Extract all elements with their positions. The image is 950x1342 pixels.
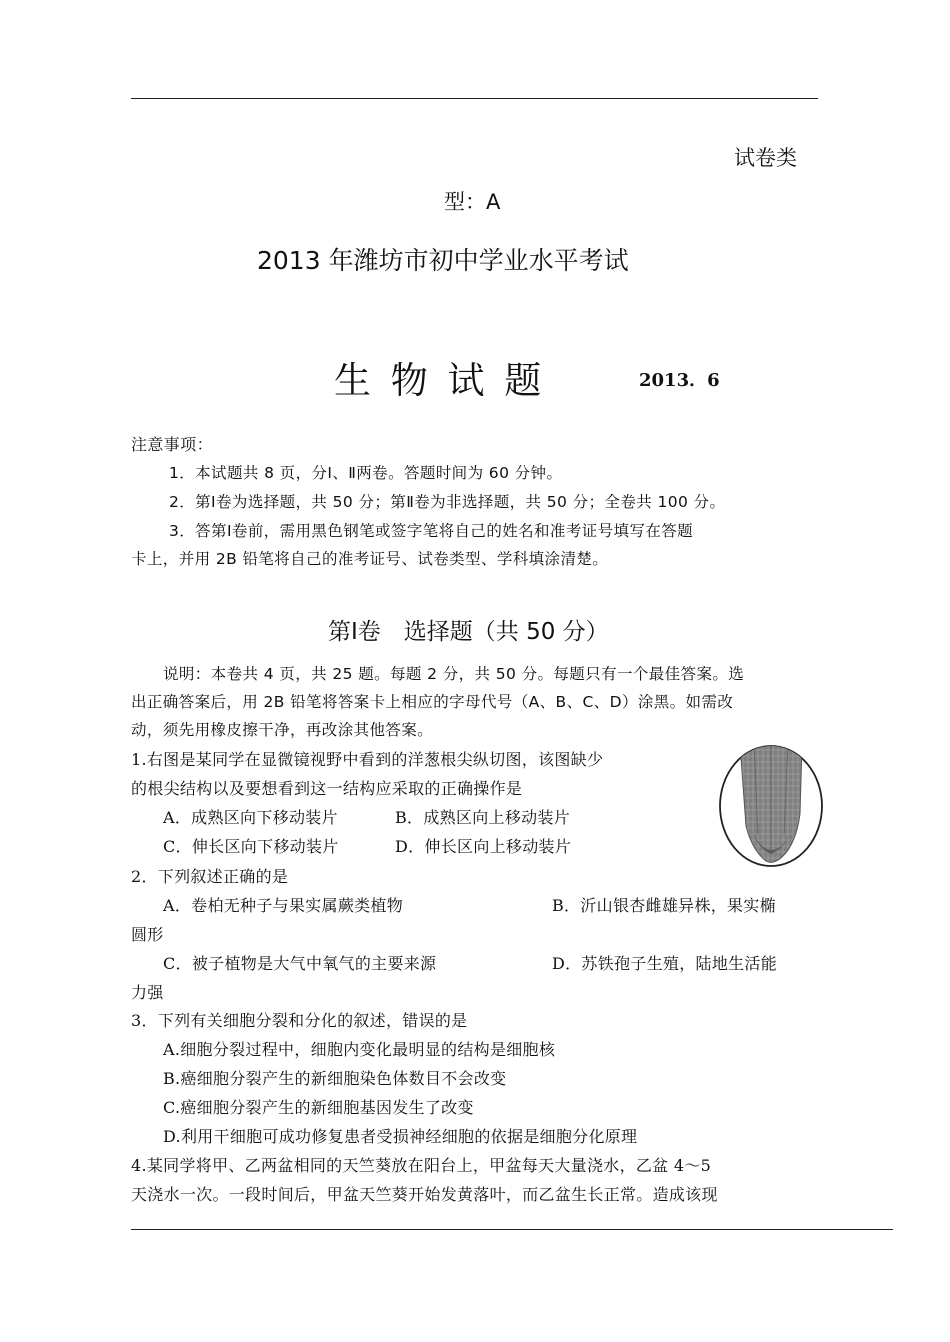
q2-option-b-line2: 圆形: [131, 925, 164, 944]
section-desc-line3: 动，须先用橡皮擦干净，再改涂其他答案。: [131, 721, 434, 739]
exam-title: 2013 年潍坊市初中学业水平考试: [257, 246, 629, 275]
q2-option-d-line1: D．苏铁孢子生殖，陆地生活能: [552, 954, 778, 973]
subject-title: 生 物 试 题: [334, 359, 546, 402]
notice-item-3-line1: 3．答第Ⅰ卷前，需用黑色钢笔或签字笔将自己的姓名和准考证号填写在答题: [169, 522, 694, 540]
section-desc-line2: 出正确答案后，用 2B 铅笔将答案卡上相应的字母代号（A、B、C、D）涂黑。如需改: [131, 693, 734, 711]
q1-option-a: A．成熟区向下移动装片: [163, 808, 338, 827]
q4-stem-line1: 4.某同学将甲、乙两盆相同的天竺葵放在阳台上，甲盆每天大量浇水，乙盆 4～5: [131, 1156, 712, 1175]
q3-option-b: B.癌细胞分裂产生的新细胞染色体数目不会改变: [163, 1069, 507, 1088]
onion-root-tip-figure: [718, 744, 824, 869]
q1-option-c: C．伸长区向下移动装片: [163, 837, 339, 856]
q2-option-c: C．被子植物是大气中氧气的主要来源: [163, 954, 437, 973]
q1-option-d: D．伸长区向上移动装片: [395, 837, 572, 856]
paper-type-line2: 型：A: [444, 190, 501, 214]
exam-date: 2013．6: [639, 370, 720, 391]
q1-option-b: B．成熟区向上移动装片: [395, 808, 571, 827]
q1-stem-line2: 的根尖结构以及要想看到这一结构应采取的正确操作是: [131, 779, 523, 798]
onion-root-tip-micrograph-icon: [718, 744, 824, 869]
q1-stem-line1: 1.右图是某同学在显微镜视野中看到的洋葱根尖纵切图，该图缺少: [131, 750, 604, 769]
section-desc-line1: 说明：本卷共 4 页，共 25 题。每题 2 分，共 50 分。每题只有一个最佳答案。选: [163, 665, 745, 683]
q2-stem: 2．下列叙述正确的是: [131, 867, 289, 886]
q4-stem-line2: 天浇水一次。一段时间后，甲盆天竺葵开始发黄落叶，而乙盆生长正常。造成该现: [131, 1185, 718, 1204]
notice-item-1: 1．本试题共 8 页，分Ⅰ、Ⅱ两卷。答题时间为 60 分钟。: [169, 464, 563, 482]
section-title: 第Ⅰ卷 选择题（共 50 分）: [328, 619, 609, 645]
paper-type-line1: 试卷类: [734, 146, 797, 170]
q3-stem: 3．下列有关细胞分裂和分化的叙述，错误的是: [131, 1011, 468, 1030]
q3-option-c: C.癌细胞分裂产生的新细胞基因发生了改变: [163, 1098, 474, 1117]
q3-option-d: D.利用干细胞可成功修复患者受损神经细胞的依据是细胞分化原理: [163, 1127, 638, 1146]
q2-option-b-line1: B．沂山银杏雌雄异株，果实椭: [552, 896, 776, 915]
notice-item-2: 2．第Ⅰ卷为选择题，共 50 分；第Ⅱ卷为非选择题，共 50 分；全卷共 100 分。: [169, 493, 726, 511]
notice-heading: 注意事项：: [131, 435, 214, 454]
top-rule: [131, 98, 818, 99]
q3-option-a: A.细胞分裂过程中，细胞内变化最明显的结构是细胞核: [163, 1040, 556, 1059]
q2-option-d-line2: 力强: [131, 983, 164, 1002]
bottom-rule: [131, 1229, 893, 1230]
q2-option-a: A．卷柏无种子与果实属蕨类植物: [163, 896, 404, 915]
notice-item-3-line2: 卡上，并用 2B 铅笔将自己的准考证号、试卷类型、学科填涂清楚。: [131, 550, 609, 568]
